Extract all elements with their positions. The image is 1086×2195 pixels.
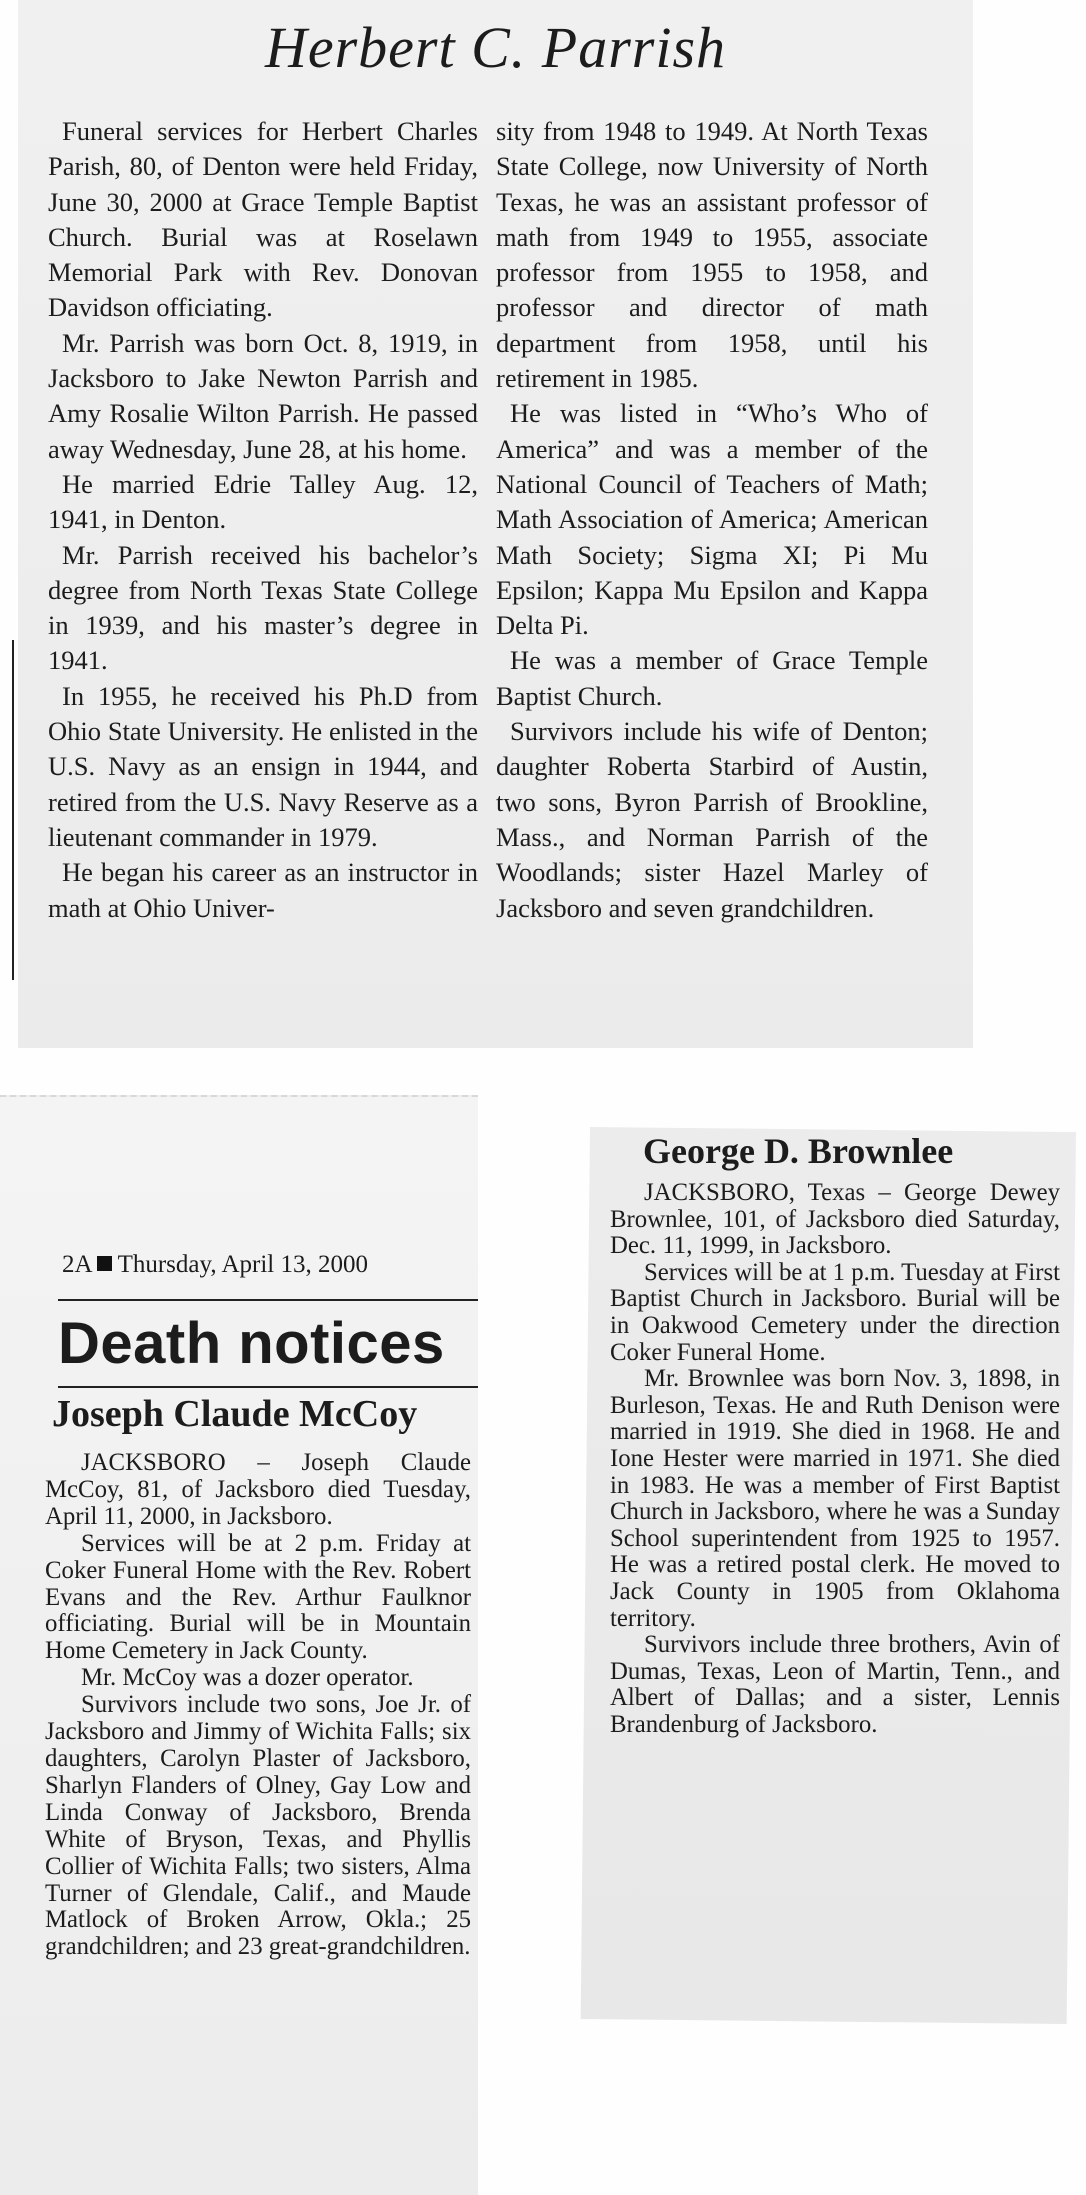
paragraph: In 1955, he received his Ph.D from Ohio State University. He enlisted in the U.S. Navy as an ensign in 1944, and retired from the U.S. Navy Reserve as a lieutenant commander in 1979.: [48, 680, 478, 852]
parrish-column-1: [48, 114, 478, 926]
paragraph: He married Edrie Talley Aug. 12, 1941, in Denton.: [48, 468, 478, 535]
square-bullet-icon: [97, 1256, 112, 1271]
paragraph: Funeral services for Herbert Charles Parish, 80, of Denton were held Friday, June 30, 2000 at Grace Temple Baptist Church. Burial was at Roselawn Memorial Park with Rev. Donovan Davidson officiating.: [48, 116, 478, 323]
page-label: 2A: [62, 1251, 93, 1278]
margin-rule: [12, 640, 14, 980]
paragraph: Mr. Parrish was born Oct. 8, 1919, in Jacksboro to Jake Newton Parrish and Amy Rosalie Wilton Parrish. He passed away Wednesday, June 28, at his home.: [48, 327, 478, 464]
paragraph: Mr. Brownlee was born Nov. 3, 1898, in Burleson, Texas. He and Ruth Denison were married in 1919. She died in 1968. He and Ione Hester were married in 1971. She died in 1983. He was a member of First Baptist Church in Jacksboro, where he was a Sunday School superintendent from 1925 to 1957. He was a retired postal clerk. He moved to Jack County in 1905 from Oklahoma territory.: [610, 1365, 1060, 1632]
header-rule-bottom: [58, 1386, 478, 1388]
paragraph: Services will be at 1 p.m. Tuesday at First Baptist Church in Jacksboro. Burial will be in Oakwood Cemetery under the direction Coker Funeral Home.: [610, 1258, 1061, 1366]
paragraph: Services will be at 2 p.m. Friday at Coker Funeral Home with the Rev. Robert Evans and the Rev. Arthur Faulknor officiating. Burial will be in Mountain Home Cemetery in Jack County.: [45, 1529, 471, 1665]
paragraph: Survivors include three brothers, Avin of Dumas, Texas, Leon of Martin, Tenn., and Albert of Dallas; and a sister, Lennis Brandenburg of Jacksboro.: [610, 1631, 1060, 1738]
brownlee-name: George D. Brownlee: [643, 1131, 954, 1171]
header-rule-top: [58, 1299, 478, 1301]
parrish-content: [18, 0, 973, 1048]
section-header: Death notices: [58, 1311, 445, 1376]
brownlee-body: [610, 1180, 1060, 1738]
paragraph: Survivors include his wife of Denton; daughter Roberta Starbird of Austin, two sons, Byron Parrish of Brookline, Mass., and Norman Parrish of the Woodlands; sister Hazel Marley of Jacksboro and seven grandchildren.: [496, 716, 928, 923]
paragraph: Survivors include two sons, Joe Jr. of Jacksboro and Jimmy of Wichita Falls; six daughters, Carolyn Plaster of Jacksboro, Sharlyn Flanders of Olney, Gay Low and Linda Conway of Jacksboro, Brenda White of Bryson, Texas, and Phyllis Collier of Wichita Falls; two sisters, Alma Turner of Glendale, Calif., and Maude Matlock of Broken Arrow, Okla.; 25 grandchildren; and 23 great-grandchildren.: [45, 1691, 471, 1961]
paragraph: Mr. McCoy was a dozer operator.: [81, 1664, 414, 1692]
issue-date: Thursday, April 13, 2000: [117, 1251, 369, 1278]
paragraph: JACKSBORO – Joseph Claude McCoy, 81, of Jacksboro died Tuesday, April 11, 2000, in Jacksboro.: [45, 1449, 471, 1530]
page-dateline: [62, 1251, 368, 1279]
mccoy-body: [45, 1450, 471, 1961]
parrish-column-2: [496, 114, 928, 926]
paragraph: sity from 1948 to 1949. At North Texas State College, now University of North Texas, he was an assistant professor of math from 1949 to 1955, associate professor from 1955 to 1958, and professor and director of math department from 1958, until his retirement in 1985.: [496, 116, 928, 394]
paragraph: He was a member of Grace Temple Baptist Church.: [496, 645, 928, 711]
paragraph: JACKSBORO, Texas – George Dewey Brownlee, 101, of Jacksboro died Saturday, Dec. 11, 1999, in Jacksboro.: [610, 1179, 1060, 1260]
mccoy-name: Joseph Claude McCoy: [52, 1393, 418, 1435]
paragraph: Mr. Parrish received his bachelor’s degree from North Texas State College in 1939, and his master’s degree in 1941.: [48, 539, 478, 676]
paragraph: He began his career as an instructor in math at Ohio Univer-: [48, 857, 478, 923]
paragraph: He was listed in “Who’s Who of America” and was a member of the National Council of Teachers of Math; Math Association of America; American Math Society; Sigma XI; Pi Mu Epsilon; Kappa Mu Epsilon and Kappa Delta Pi.: [496, 398, 928, 641]
parrish-title: Herbert C. Parrish: [264, 15, 727, 80]
